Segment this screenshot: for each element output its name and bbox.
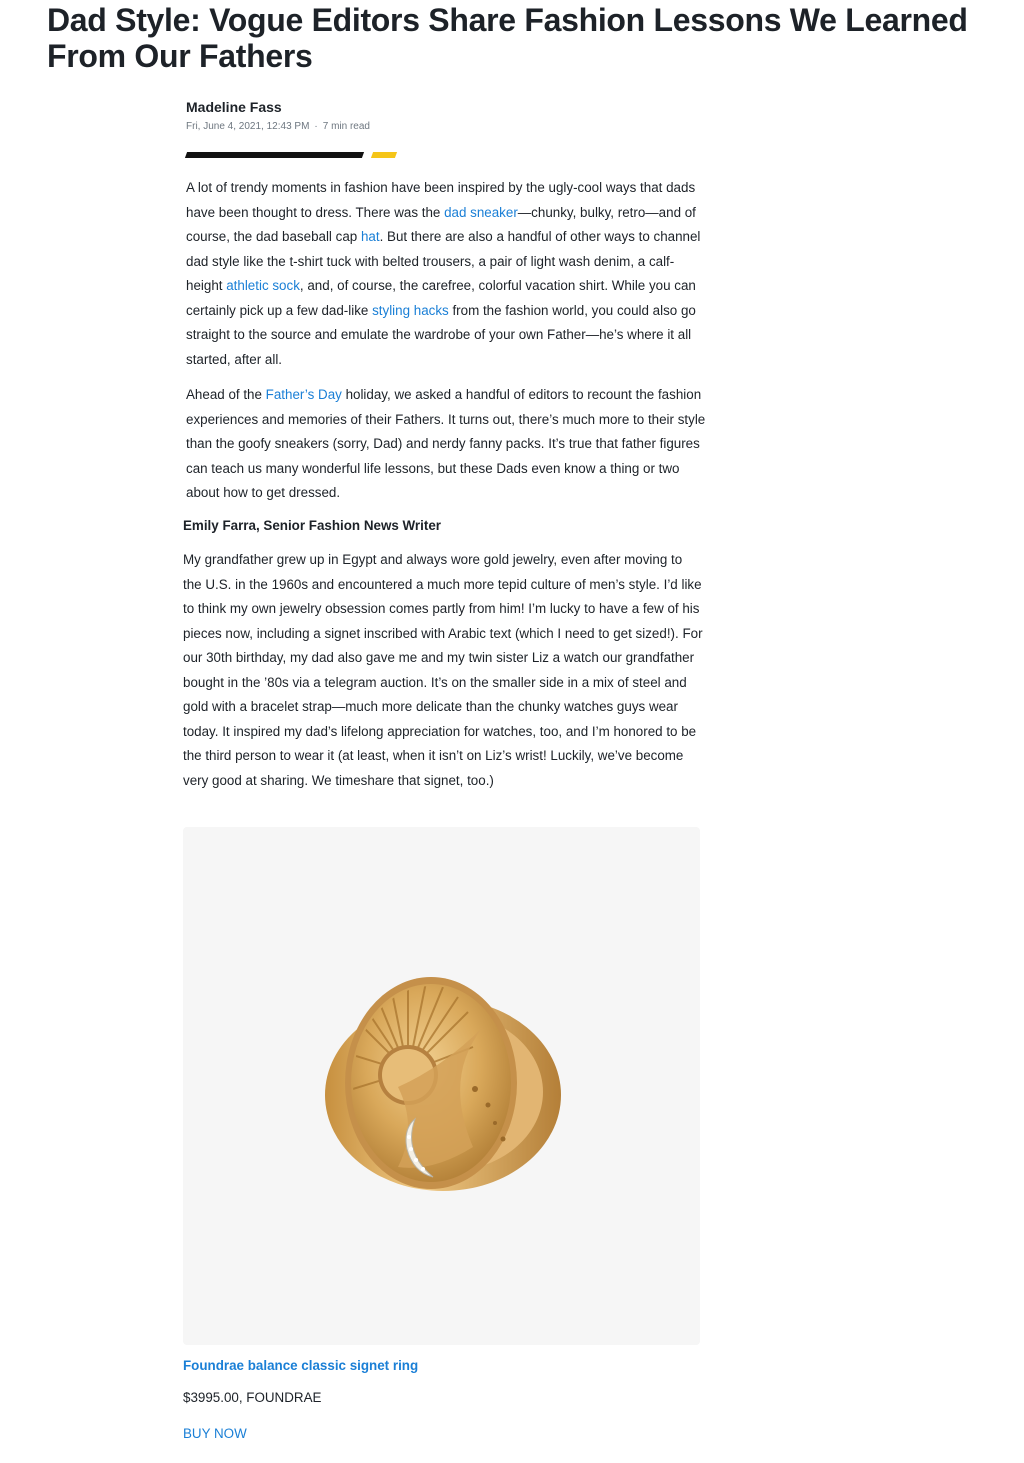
byline-divider-yellow bbox=[371, 152, 397, 158]
hat-link[interactable]: hat bbox=[360, 229, 380, 244]
p1-text-5: from the fashion world, you could also go straight to the source and emulate the wardrobe of your own Father—he’s where it all started, after all. bbox=[186, 302, 696, 367]
publish-date: Fri, June 4, 2021, 12:43 PM bbox=[186, 121, 310, 132]
styling-hacks-link[interactable]: styling hacks bbox=[372, 302, 449, 318]
p1-text-4: , and, of course, the carefree, colorful vacation shirt. While you can certainly pick up a few dad-like bbox=[186, 278, 696, 318]
article-meta bbox=[186, 120, 706, 134]
byline bbox=[186, 98, 706, 134]
byline-divider-black bbox=[185, 152, 364, 158]
p2-text-2: holiday, we asked a handful of editors to recount the fashion experiences and memories of their Fathers. It turns out, there’s much more to their style than the goofy sneakers (sorry, Dad) and nerdy fanny packs. It’s true that father figures can teach us many wonderful life lessons, but these Dads even know a thing or two about how to get dressed. bbox=[186, 387, 706, 500]
second-paragraph bbox=[186, 383, 706, 506]
gold-signet-ring-image bbox=[183, 827, 700, 1345]
product-image[interactable] bbox=[183, 827, 700, 1345]
read-time: 7 min read bbox=[322, 121, 370, 132]
p1-text-1: A lot of trendy moments in fashion have been inspired by the ugly-cool ways that dads have been thought to dress. There was the bbox=[186, 180, 696, 220]
athletic-sock-link[interactable]: athletic sock bbox=[226, 278, 300, 293]
meta-separator: · bbox=[314, 121, 318, 132]
author-name[interactable]: Madeline Fass bbox=[186, 99, 282, 115]
p2-text-1: Ahead of the bbox=[186, 387, 266, 402]
buy-now-link[interactable]: BUY NOW bbox=[183, 1426, 247, 1441]
intro-paragraph bbox=[186, 176, 706, 372]
product-title-link[interactable]: Foundrae balance classic signet ring bbox=[183, 1358, 419, 1373]
product-price: $3995.00, FOUNDRAE bbox=[183, 1390, 322, 1405]
section-subheading: Emily Farra, Senior Fashion News Writer bbox=[183, 518, 441, 533]
article-headline: Dad Style: Vogue Editors Share Fashion Lessons We Learned From Our Fathers bbox=[47, 2, 968, 74]
p1-text-3: . But there are also a handful of other ways to channel dad style like the t-shirt tuck with belted trousers, a pair of light wash denim, a calf-height bbox=[186, 229, 701, 293]
dad-sneaker-link[interactable]: dad sneaker bbox=[444, 204, 518, 220]
p1-text-2: —chunky, bulky, retro—and of course, the dad baseball cap bbox=[186, 204, 696, 244]
fathers-day-link[interactable]: Father’s Day bbox=[265, 387, 342, 402]
section-paragraph: My grandfather grew up in Egypt and always wore gold jewelry, even after moving to the U.S. in the 1960s and encountered a much more tepid culture of men’s style. I’d like to think my own jewelry obsession comes partly from him! I’m lucky to have a few of his pieces now, including a signet inscribed with Arabic text (which I need to get sized!). For our 30th birthday, my dad also gave me and my twin sister Liz a watch our grandfather bought in the ’80s via a telegram auction. It’s on the smaller side in a mix of steel and gold with a bracelet strap—much more delicate than the chunky watches guys wear today. It inspired my dad’s lifelong appreciation for watches, too, and I’m honored to be the third person to wear it (at least, when it isn’t on Liz’s wrist! Luckily, we’ve become very good at sharing. We timeshare that signet, too.) bbox=[183, 552, 703, 788]
